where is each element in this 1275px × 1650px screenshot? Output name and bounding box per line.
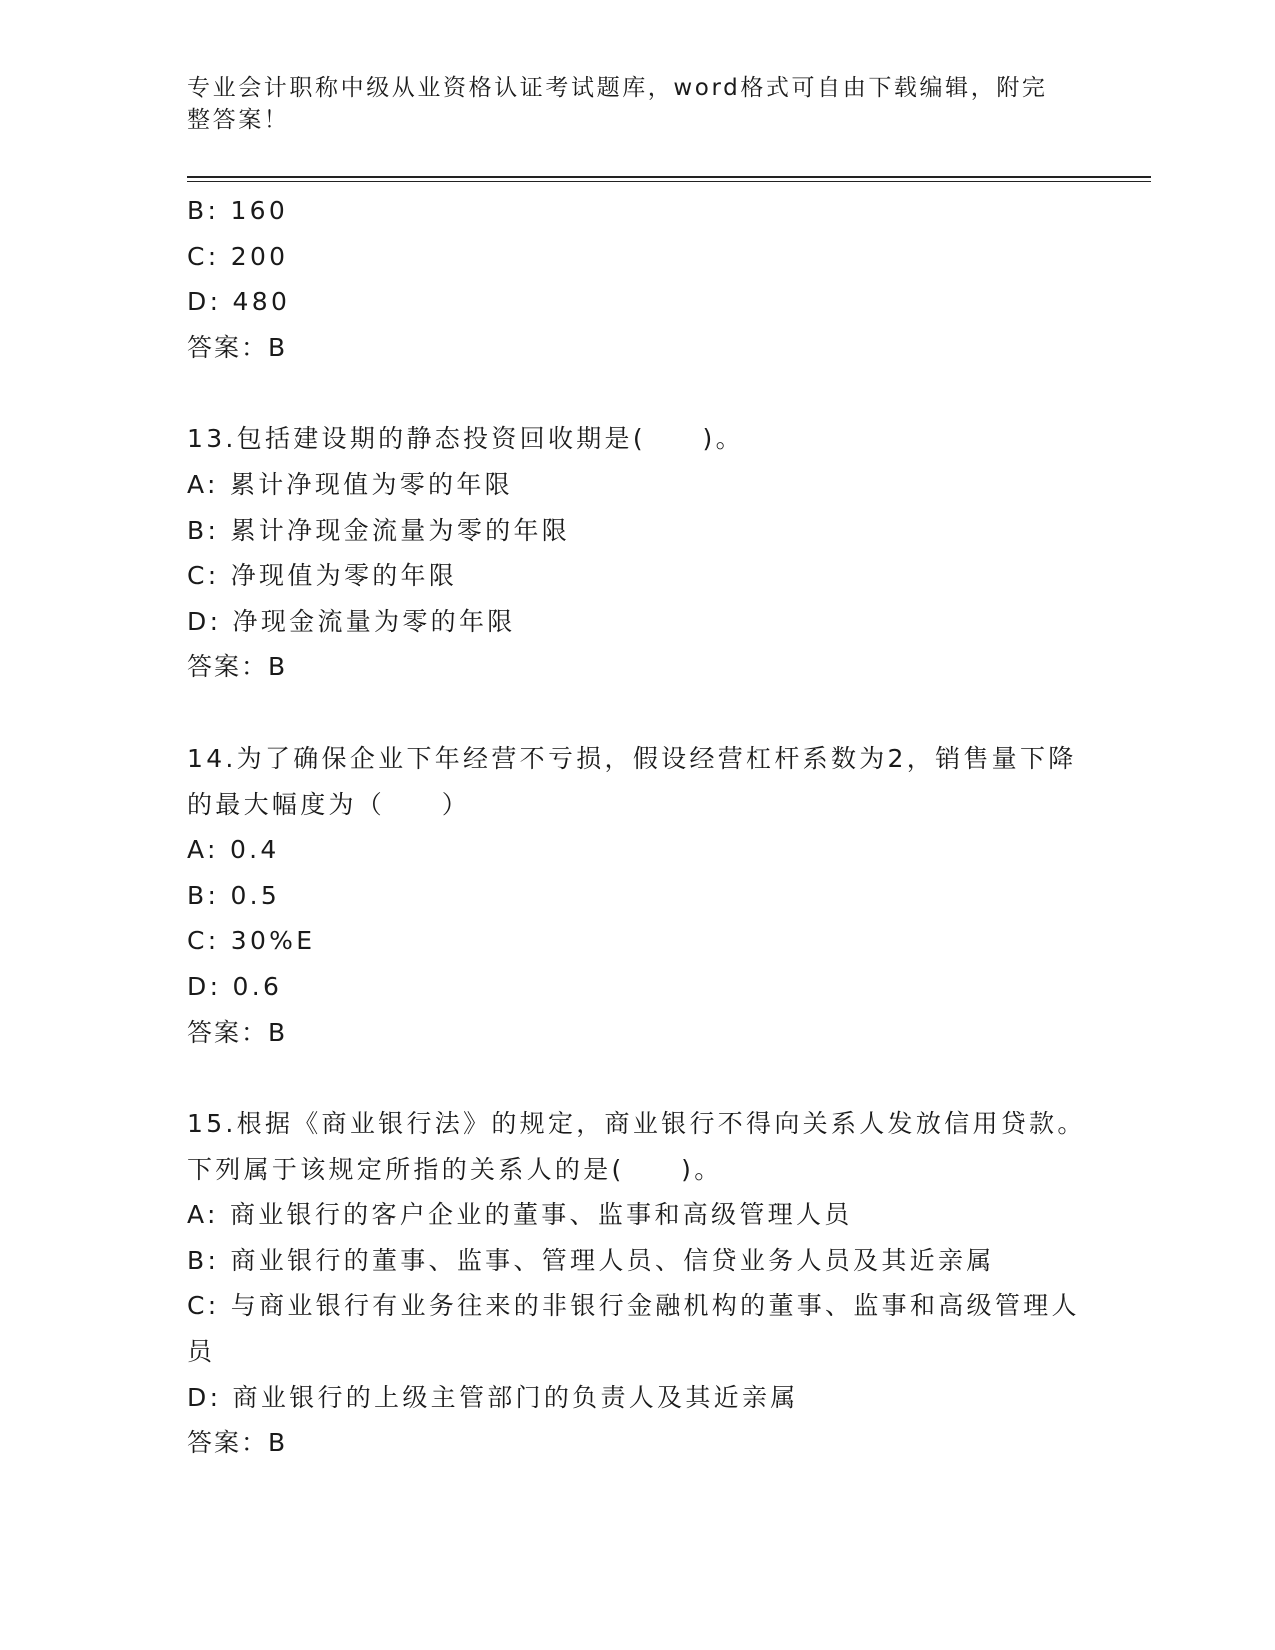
option-label: D [187,971,210,1001]
option-text: 0.4 [229,835,280,865]
option-label: C [187,561,208,591]
question-list [187,188,1087,1466]
option-text: 200 [230,241,289,271]
option-line: D: 0.6 [187,971,283,1001]
answer-line: 答案：B [187,1017,288,1047]
question-stem: 14.为了确保企业下年经营不亏损，假设经营杠杆系数为2，销售量下降的最大幅度为（ ） [187,743,1077,819]
question-stem: 15.根据《商业银行法》的规定，商业银行不得向关系人发放信用贷款。下列属于该规定所指的关系人的是( )。 [187,1109,1086,1184]
option-line: A: 累计净现值为零的年限 [187,469,513,499]
option-line: D: 商业银行的上级主管部门的负责人及其近亲属 [187,1382,799,1412]
option-text: 商业银行的客户企业的董事、监事和高级管理人员 [229,1200,853,1230]
option-label: D [187,1382,210,1412]
option-text: 480 [232,287,291,317]
option-label: B [187,1245,208,1275]
option-text: 商业银行的上级主管部门的负责人及其近亲属 [232,1382,799,1412]
option-line: B: 累计净现金流量为零的年限 [187,515,571,545]
option-text: 净现值为零的年限 [230,561,458,591]
header-rule-thick [187,176,1151,178]
spacer [187,690,1087,736]
option-text: 累计净现金流量为零的年限 [230,515,571,545]
question-stem: 13.包括建设期的静态投资回收期是( )。 [187,424,744,454]
option-text: 0.5 [230,880,281,910]
option-label: C [187,241,208,271]
option-text: 与商业银行有业务往来的非银行金融机构的董事、监事和高级管理人员 [187,1291,1080,1367]
option-line: D: 净现金流量为零的年限 [187,606,516,636]
option-label: D [187,287,210,317]
document-header: 专业会计职称中级从业资格认证考试题库，word格式可自由下载编辑，附完整答案！ [187,75,1048,133]
option-label: C [187,1291,208,1321]
option-line: C: 净现值为零的年限 [187,561,458,591]
option-line: C: 200 [187,241,289,271]
spacer [187,370,1087,416]
option-line: C: 30%E [187,926,316,956]
option-text: 0.6 [232,971,283,1001]
option-text: 净现金流量为零的年限 [232,606,516,636]
option-label: B [187,196,208,225]
option-label: A [187,469,207,499]
option-text: 30%E [230,926,316,956]
answer-line: 答案：B [187,332,288,362]
option-line: D: 480 [187,287,291,317]
option-line: B: 160 [187,196,289,225]
option-label: B [187,515,208,545]
answer-line: 答案：B [187,1428,288,1458]
spacer [187,1055,1087,1101]
header-rule-thin [187,181,1151,182]
option-label: D [187,606,210,636]
option-label: B [187,880,208,910]
option-line: C: 与商业银行有业务往来的非银行金融机构的董事、监事和高级管理人员 [187,1291,1080,1367]
answer-line: 答案：B [187,652,288,682]
option-label: A [187,835,207,865]
option-line: B: 商业银行的董事、监事、管理人员、信贷业务人员及其近亲属 [187,1245,995,1275]
option-label: A [187,1200,207,1230]
option-text: 160 [230,196,289,225]
option-line: B: 0.5 [187,880,281,910]
option-text: 商业银行的董事、监事、管理人员、信贷业务人员及其近亲属 [230,1245,995,1275]
option-text: 累计净现值为零的年限 [229,469,513,499]
option-label: C [187,926,208,956]
option-line: A: 0.4 [187,835,280,865]
option-line: A: 商业银行的客户企业的董事、监事和高级管理人员 [187,1200,853,1230]
